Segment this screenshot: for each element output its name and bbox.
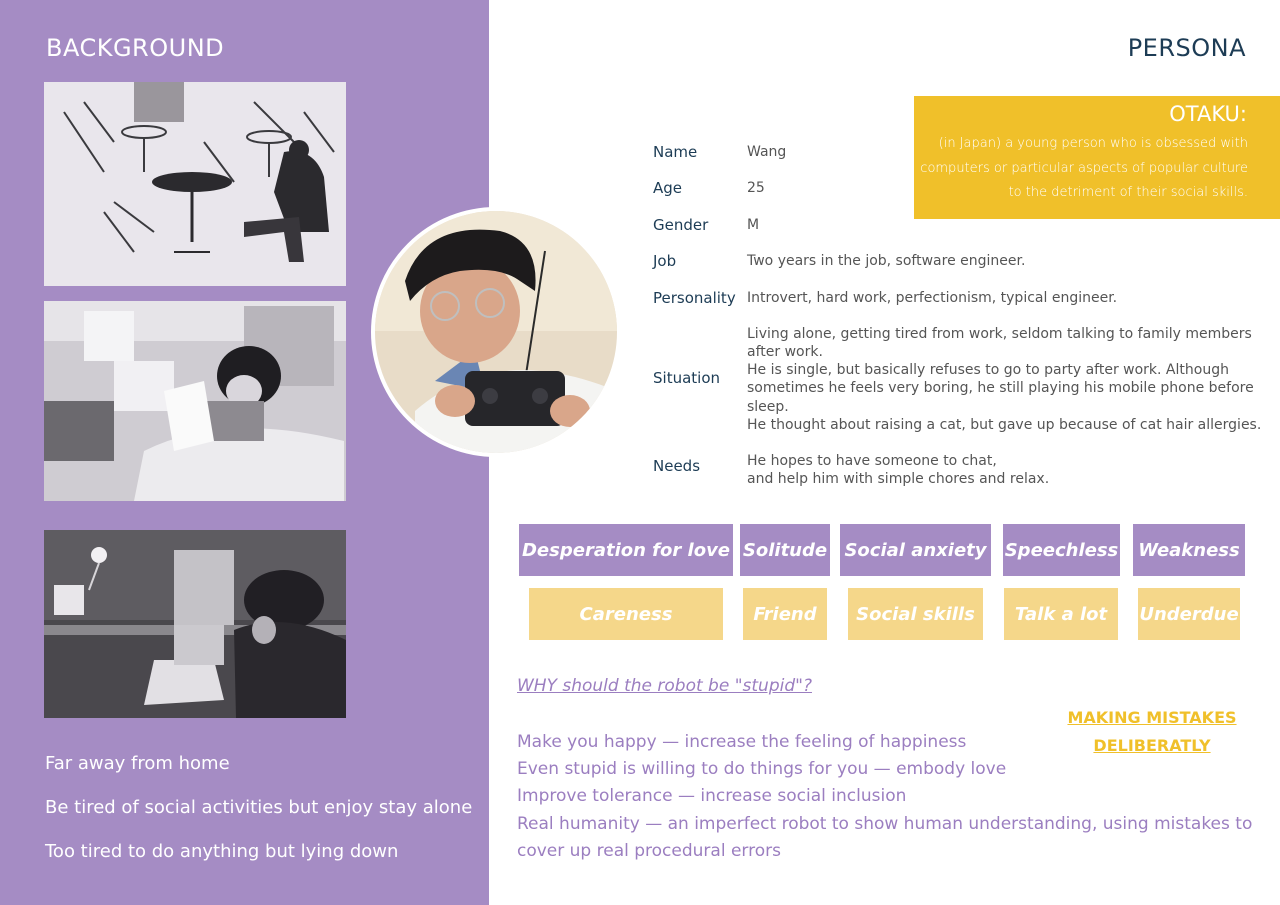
situation-line: He is single, but basically refuses to go to party after work. Although: [747, 362, 1229, 378]
name-label: Name: [653, 143, 698, 161]
problem-tag: Social anxiety: [840, 524, 991, 576]
background-line-1: Far away from home: [45, 753, 230, 774]
background-title: BACKGROUND: [46, 34, 225, 62]
situation-line: sometimes he feels very boring, he still playing his mobile phone before: [747, 380, 1254, 396]
persona-avatar: [371, 207, 621, 457]
callout-line-1: MAKING MISTAKES: [1067, 708, 1237, 727]
solution-tag: Social skills: [848, 588, 983, 640]
why-title: WHY should the robot be "stupid"?: [517, 676, 812, 696]
otaku-definition-box: [914, 96, 1280, 219]
girl-lying-photo: [44, 301, 346, 501]
name-value: Wang: [747, 144, 787, 160]
problem-tag: Weakness: [1133, 524, 1245, 576]
otaku-definition: (in Japan) a young person who is obsessed with computers or particular aspects of popular culture to the detriment of their social skills.: [920, 136, 1248, 200]
problem-tag: Desperation for love: [519, 524, 733, 576]
background-line-2: Be tired of social activities but enjoy stay alone: [45, 797, 473, 818]
making-mistakes-callout: [1046, 704, 1258, 760]
why-line: Make you happy — increase the feeling of happiness: [517, 732, 967, 752]
why-line: cover up real procedural errors: [517, 841, 781, 861]
age-label: Age: [653, 179, 683, 197]
needs-label: Needs: [653, 457, 701, 475]
situation-label: Situation: [653, 369, 721, 387]
situation-line: He thought about raising a cat, but gave up because of cat hair allergies.: [747, 417, 1262, 433]
solution-tag: Friend: [743, 588, 827, 640]
gender-value: M: [747, 217, 760, 233]
problem-tag: Solitude: [740, 524, 830, 576]
personality-label: Personality: [653, 289, 736, 307]
woman-laptop-photo: [44, 530, 346, 718]
otaku-title: OTAKU:: [1169, 102, 1247, 126]
background-line-3: Too tired to do anything but lying down: [45, 841, 399, 862]
situation-line: after work.: [747, 344, 823, 360]
why-line: Real humanity — an imperfect robot to show human understanding, using mistakes to: [517, 814, 1253, 834]
solution-tag: Talk a lot: [1004, 588, 1118, 640]
persona-title: PERSONA: [1127, 34, 1246, 62]
situation-line: sleep.: [747, 399, 789, 415]
situation-line: Living alone, getting tired from work, seldom talking to family members: [747, 326, 1252, 342]
callout-line-2: DELIBERATLY: [1093, 736, 1211, 755]
gender-label: Gender: [653, 216, 709, 234]
why-line: Improve tolerance — increase social inclusion: [517, 786, 907, 806]
problem-tag: Speechless: [1003, 524, 1120, 576]
solution-tag: Underdue: [1138, 588, 1240, 640]
personality-value: Introvert, hard work, perfectionism, typical engineer.: [747, 290, 1118, 306]
age-value: 25: [747, 180, 765, 196]
needs-line: and help him with simple chores and relax.: [747, 471, 1050, 487]
why-line: Even stupid is willing to do things for you — embody love: [517, 759, 1007, 779]
cafe-chairs-photo: [44, 82, 346, 286]
job-value: Two years in the job, software engineer.: [747, 253, 1026, 269]
job-label: Job: [653, 252, 677, 270]
needs-line: He hopes to have someone to chat,: [747, 453, 997, 469]
solution-tag: Careness: [529, 588, 723, 640]
